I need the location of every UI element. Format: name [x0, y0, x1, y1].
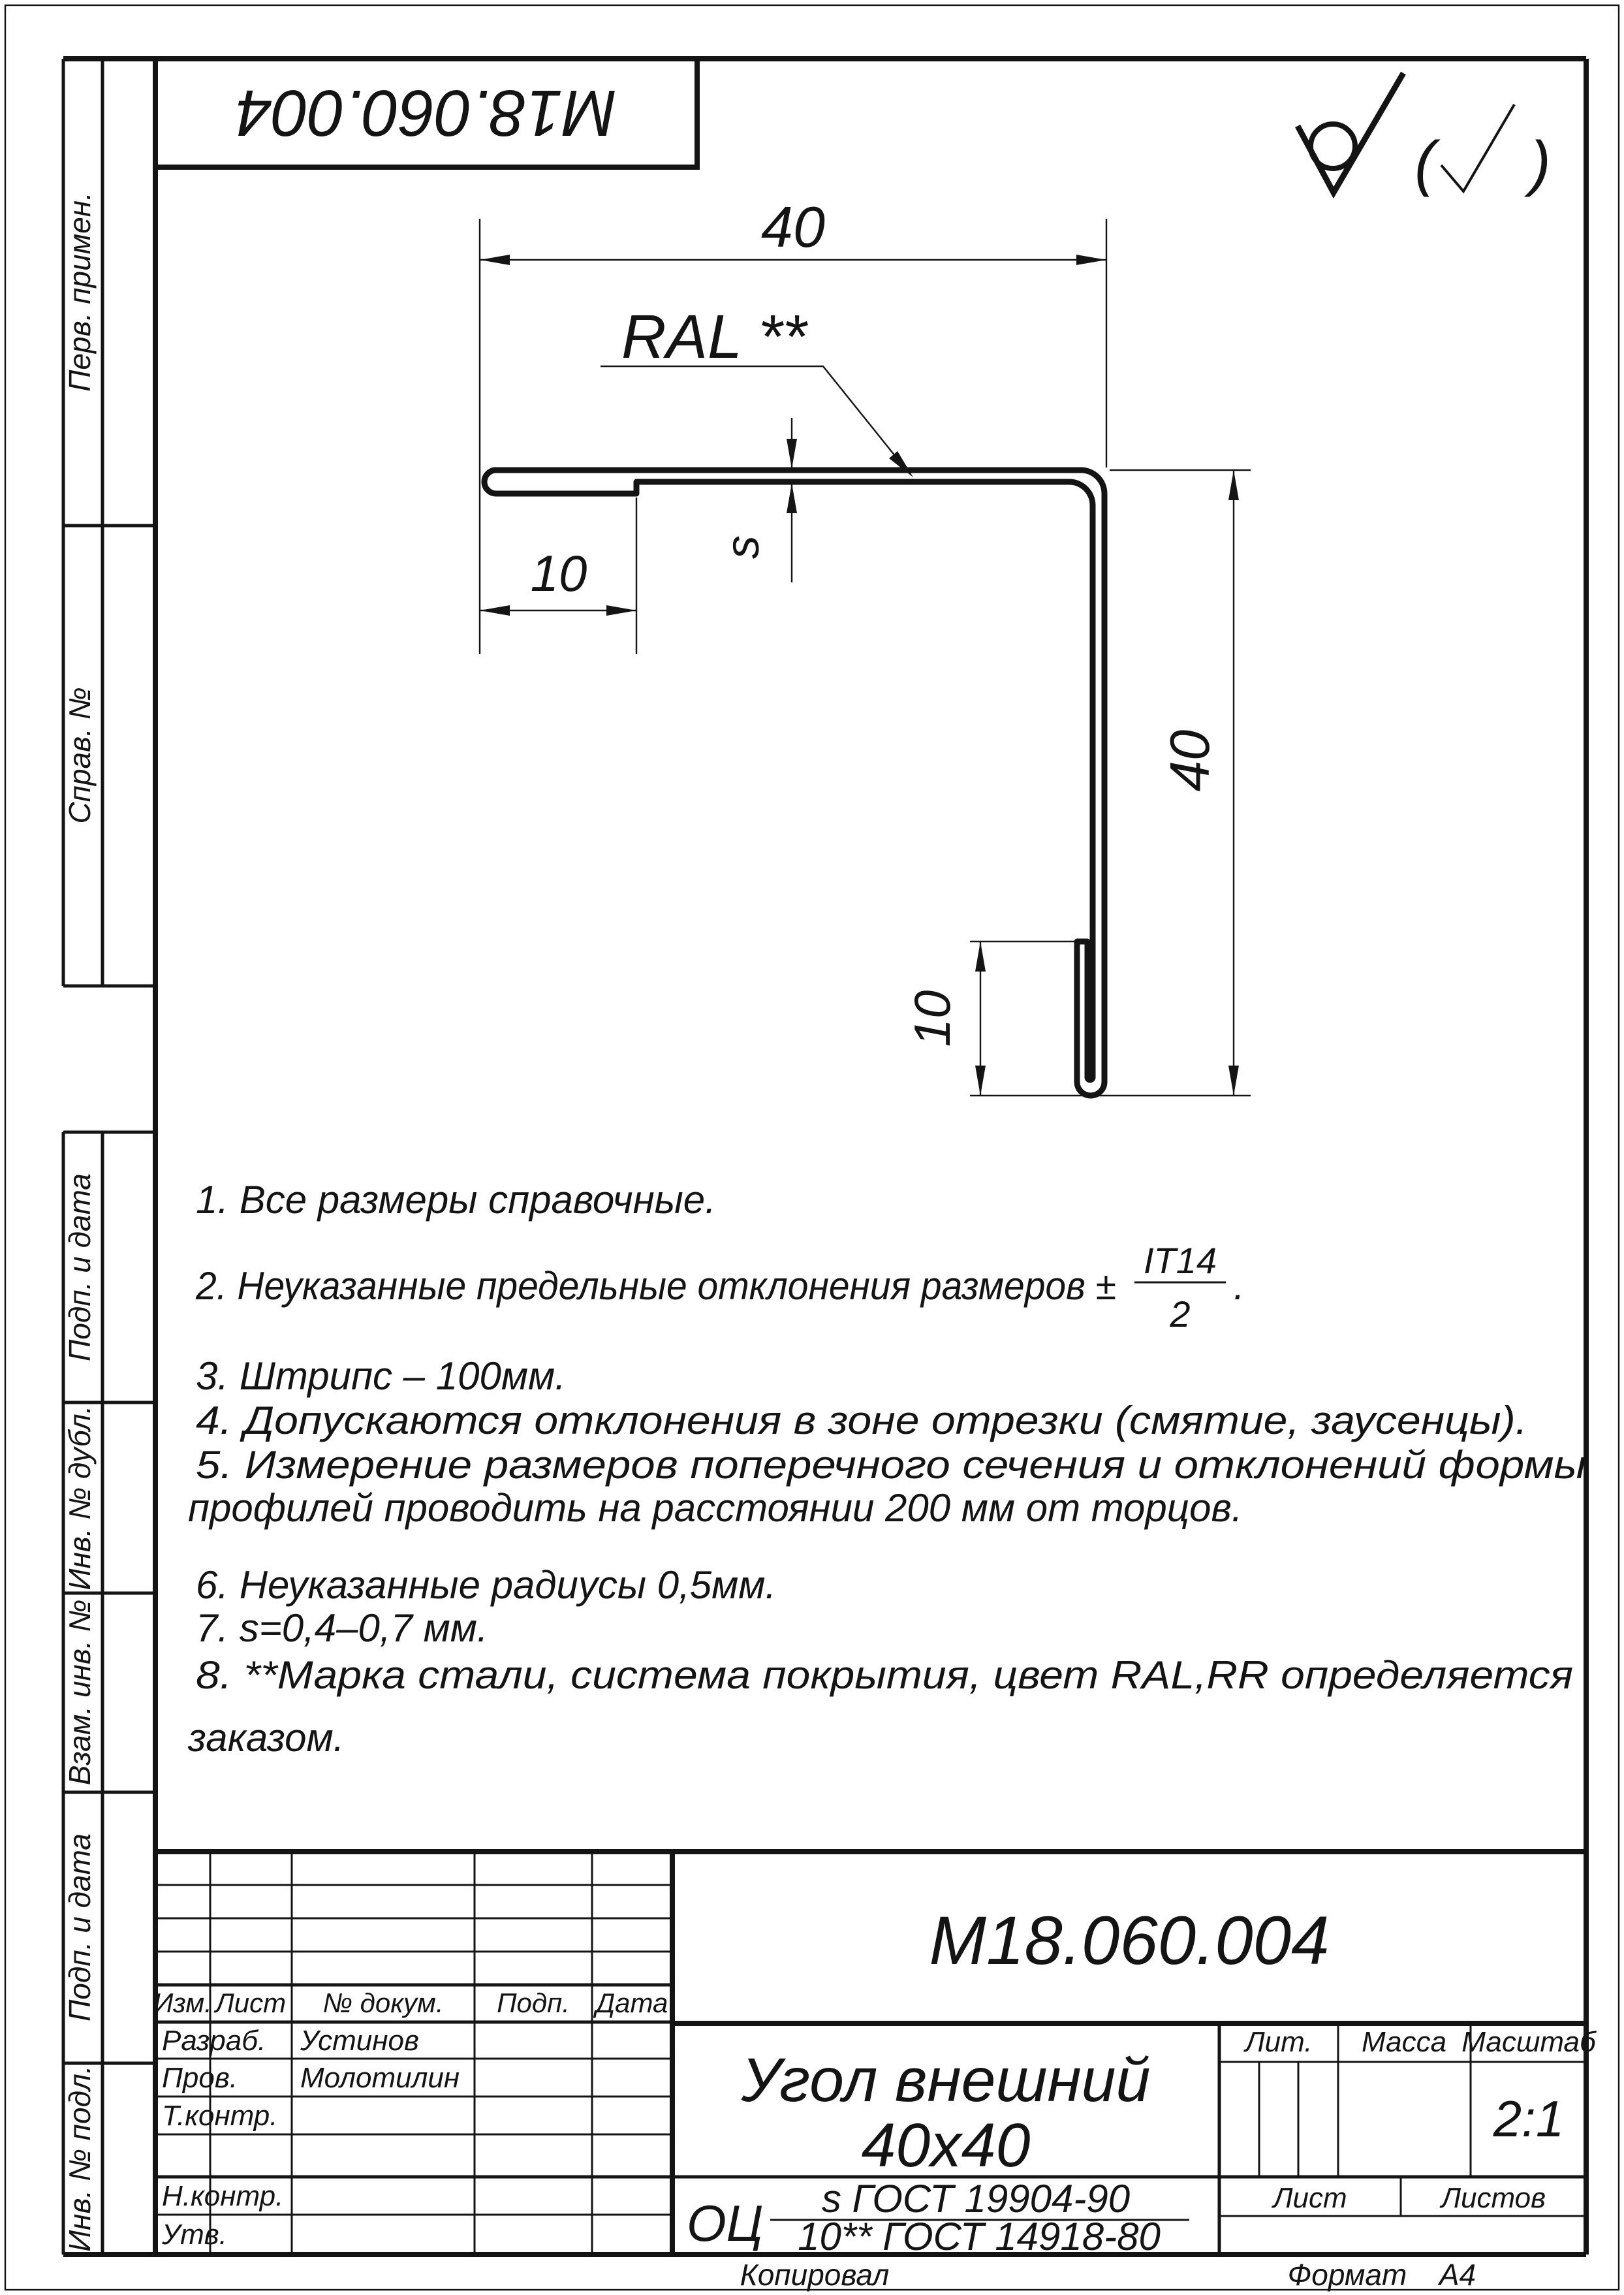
dim-top-width-text: 40 [761, 195, 825, 259]
col-data: Дата [595, 1987, 668, 2018]
dim-hem-bottom-text: 10 [903, 990, 961, 1047]
note-1: 1. Все размеры справочные. [196, 1178, 716, 1222]
top-stamp [155, 59, 697, 167]
scale-label: Масштаб [1461, 2026, 1596, 2058]
paper-border [5, 5, 1619, 2290]
top-stamp-doc-number: М18.060.004 [236, 76, 617, 150]
col-podp: Подп. [497, 1987, 570, 2018]
sheets-label: Листов [1441, 2182, 1546, 2214]
sidebar-labels [63, 192, 97, 2252]
part-name-line1: Угол внешний [741, 2046, 1151, 2115]
role-nkontr: Н.контр. [162, 2180, 284, 2212]
note-2-frac-num: IT14 [1143, 1240, 1217, 1281]
sheet-label: Лист [1273, 2182, 1347, 2214]
sidebar-label-perv-primen: Перв. примен. [63, 192, 97, 392]
note-2: 2. Неуказанные предельные отклонения размеров ± [195, 1264, 1117, 1308]
dim-hem-left-text: 10 [530, 545, 587, 602]
role-razrab: Разраб. [162, 2025, 266, 2057]
note-6: 6. Неуказанные радиусы 0,5мм. [196, 1563, 777, 1607]
material-num: s ГОСТ 19904-90 [821, 2177, 1131, 2221]
col-dokum: № докум. [322, 1987, 444, 2018]
dim-right-height [970, 470, 1251, 1096]
mass-label: Масса [1361, 2026, 1447, 2058]
roughness-right-paren: ) [1530, 129, 1551, 198]
scale-value: 2:1 [1493, 2090, 1565, 2147]
dim-hem-bottom [903, 942, 1076, 1096]
check-mark-icon [1441, 104, 1514, 191]
note-4: 4. Допускаются отклонения в зоне отрезки (смятие, заусенцы). [196, 1399, 1527, 1442]
role-tkontr: Т.контр. [162, 2100, 278, 2132]
title-designation: М18.060.004 [929, 1903, 1330, 1979]
coating-label: RAL ** [621, 302, 807, 372]
col-izm: Изм. [153, 1987, 212, 2018]
note-2-frac-den: 2 [1170, 1293, 1191, 1335]
sidebar-label-podp-data-1: Подп. и дата [63, 1173, 97, 1361]
developer-name: Устинов [300, 2025, 419, 2057]
footer-copied: Копировал [740, 2258, 890, 2292]
roughness-left-paren: ( [1414, 129, 1435, 198]
dim-thickness-text: s [717, 535, 769, 559]
note-8a: 8. **Марка стали, система покрытия, цвет RAL,RR определяется [196, 1653, 1573, 1697]
material-designation [687, 2177, 1189, 2258]
footer-annotations [740, 2258, 1476, 2292]
footer-format-value: А4 [1439, 2258, 1476, 2292]
role-prov: Пров. [162, 2062, 238, 2094]
surface-no-machining-icon [1298, 73, 1403, 193]
sidebar-label-vzam-inv: Взам. инв. № [63, 1599, 97, 1786]
technical-notes [187, 1178, 1586, 1760]
note-2-suffix: . [1234, 1264, 1245, 1308]
role-utv: Утв. [162, 2219, 227, 2251]
note-8b: заказом. [188, 1716, 345, 1760]
checker-name: Молотилин [300, 2062, 460, 2094]
title-block-texts [153, 1903, 1597, 2258]
sidebar-label-inv-dubl: Инв. № дубл. [63, 1405, 97, 1591]
part-name-line2: 40х40 [861, 2111, 1031, 2180]
note-3: 3. Штрипс – 100мм. [196, 1354, 566, 1398]
note-7: 7. s=0,4–0,7 мм. [196, 1606, 488, 1650]
sidebar-label-inv-podl: Инв. № подл. [63, 2065, 97, 2252]
dim-right-height-text: 40 [1159, 729, 1221, 792]
note-2-fraction [1134, 1240, 1245, 1335]
sidebar-label-podp-data-2: Подп. и дата [63, 1833, 97, 2021]
dim-thickness [717, 418, 797, 582]
note-5a: 5. Измерение размеров поперечного сечения и отклонений формы [196, 1443, 1586, 1487]
col-list: Лист [215, 1987, 287, 2018]
coating-callout [601, 302, 913, 477]
note-5b: профилей проводить на расстоянии 200 мм от торцов. [188, 1486, 1243, 1530]
material-den: 10** ГОСТ 14918-80 [798, 2215, 1161, 2258]
footer-format-label: Формат [1287, 2258, 1407, 2292]
material-prefix: ОЦ [687, 2194, 764, 2252]
roughness-area [1298, 73, 1551, 198]
dim-hem-left [480, 498, 636, 654]
sidebar-label-sprav-no: Справ. № [63, 687, 97, 824]
lit-label: Лит. [1245, 2026, 1313, 2058]
